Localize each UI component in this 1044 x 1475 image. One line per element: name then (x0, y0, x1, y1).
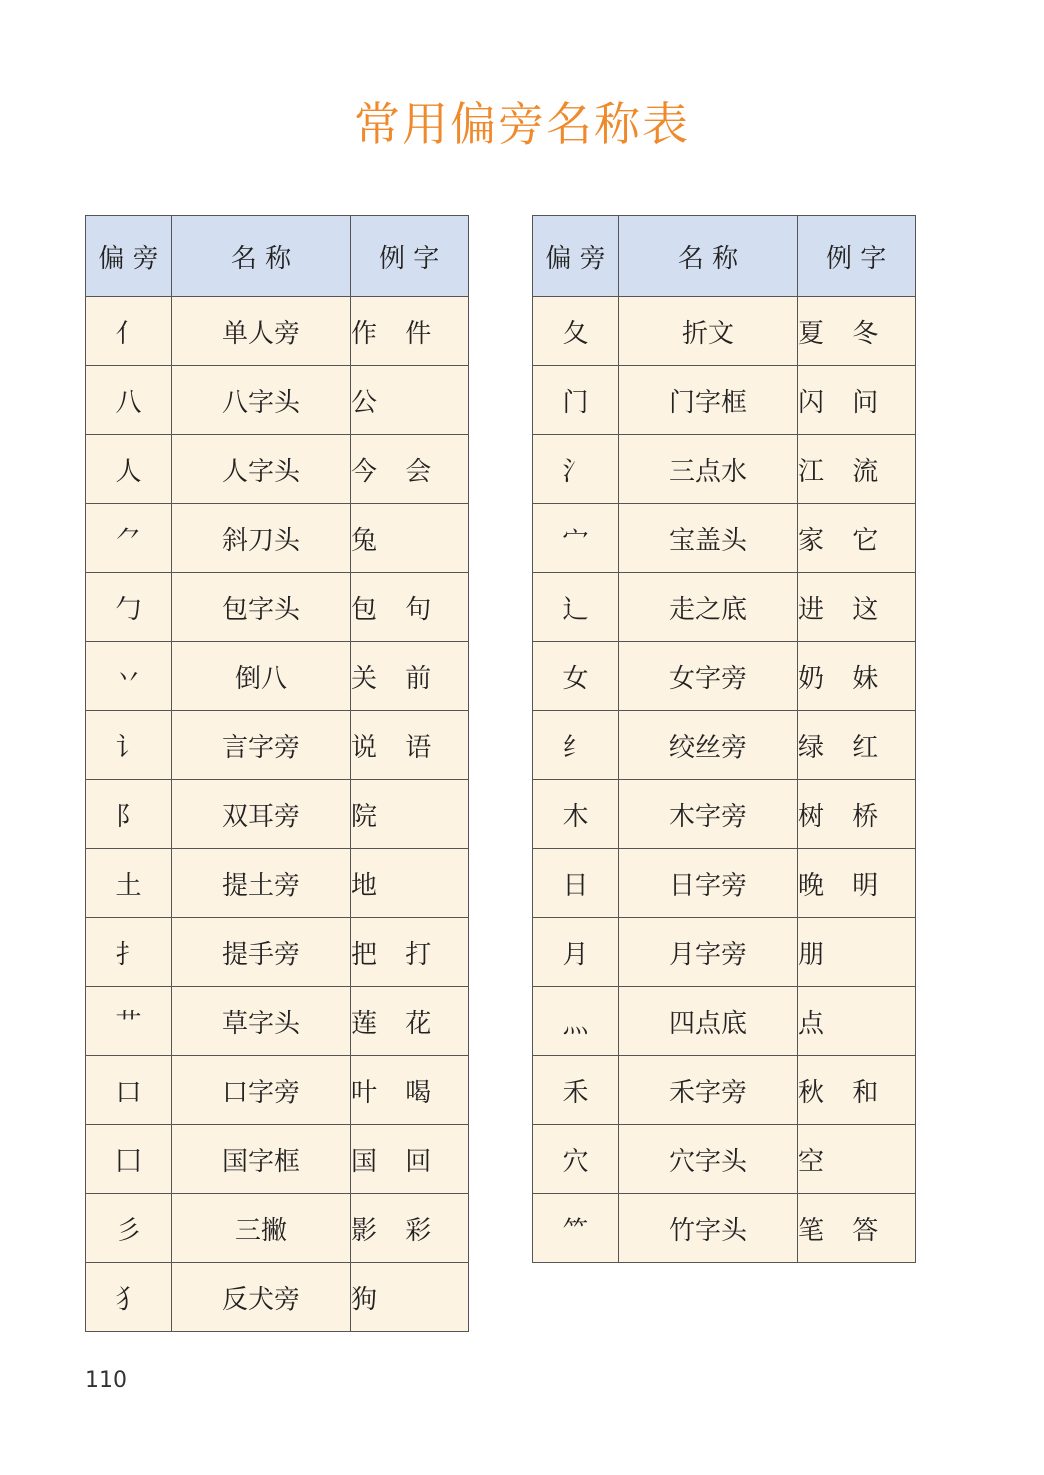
radical-name-cell: 折文 (619, 297, 798, 366)
table-row (86, 1263, 469, 1332)
table-row (86, 780, 469, 849)
table-header-row (533, 216, 916, 297)
table-row (86, 435, 469, 504)
table-row (533, 573, 916, 642)
table-row (86, 987, 469, 1056)
header-radical: 偏 旁 (533, 216, 619, 297)
example-chars-cell: 进 这 (798, 573, 916, 642)
radical-cell: 犭 (86, 1263, 172, 1332)
table-row (86, 573, 469, 642)
table-row (86, 711, 469, 780)
table-row (86, 849, 469, 918)
radical-cell: 辶 (533, 573, 619, 642)
table-row (86, 918, 469, 987)
radical-cell: 口 (86, 1056, 172, 1125)
example-chars-cell: 叶 喝 (351, 1056, 469, 1125)
radical-cell: 日 (533, 849, 619, 918)
table-row (533, 1194, 916, 1263)
header-examples: 例 字 (351, 216, 469, 297)
radical-cell: 彡 (86, 1194, 172, 1263)
radical-name-cell: 口字旁 (172, 1056, 351, 1125)
radical-name-cell: 提土旁 (172, 849, 351, 918)
example-chars-cell: 国 回 (351, 1125, 469, 1194)
radical-name-cell: 提手旁 (172, 918, 351, 987)
radical-cell: 囗 (86, 1125, 172, 1194)
radical-name-cell: 日字旁 (619, 849, 798, 918)
radical-cell: 讠 (86, 711, 172, 780)
table-row (533, 1056, 916, 1125)
table-row (533, 642, 916, 711)
radical-cell: 门 (533, 366, 619, 435)
table-row (533, 435, 916, 504)
header-radical: 偏 旁 (86, 216, 172, 297)
table-row (86, 504, 469, 573)
radical-name-cell: 四点底 (619, 987, 798, 1056)
example-chars-cell: 莲 花 (351, 987, 469, 1056)
table-row (86, 642, 469, 711)
radical-name-cell: 宝盖头 (619, 504, 798, 573)
radical-name-cell: 门字框 (619, 366, 798, 435)
example-chars-cell: 兔 (351, 504, 469, 573)
example-chars-cell: 朋 (798, 918, 916, 987)
table-row (86, 297, 469, 366)
radicals-table-right (532, 215, 916, 1263)
table-row (533, 918, 916, 987)
example-chars-cell: 关 前 (351, 642, 469, 711)
radical-name-cell: 包字头 (172, 573, 351, 642)
radical-name-cell: 月字旁 (619, 918, 798, 987)
example-chars-cell: 说 语 (351, 711, 469, 780)
table-header-row (86, 216, 469, 297)
example-chars-cell: 把 打 (351, 918, 469, 987)
radical-name-cell: 走之底 (619, 573, 798, 642)
radical-cell: 氵 (533, 435, 619, 504)
radical-name-cell: 穴字头 (619, 1125, 798, 1194)
example-chars-cell: 包 句 (351, 573, 469, 642)
example-chars-cell: 奶 妹 (798, 642, 916, 711)
example-chars-cell: 树 桥 (798, 780, 916, 849)
page-title: 常用偏旁名称表 (354, 97, 690, 151)
example-chars-cell: 作 件 (351, 297, 469, 366)
radical-cell: 土 (86, 849, 172, 918)
example-chars-cell: 闪 问 (798, 366, 916, 435)
table-row (86, 1194, 469, 1263)
header-name: 名 称 (172, 216, 351, 297)
radical-cell: 勹 (86, 573, 172, 642)
radical-name-cell: 禾字旁 (619, 1056, 798, 1125)
example-chars-cell: 影 彩 (351, 1194, 469, 1263)
radical-cell: 灬 (533, 987, 619, 1056)
radical-name-cell: 国字框 (172, 1125, 351, 1194)
example-chars-cell: 今 会 (351, 435, 469, 504)
table-body-right (533, 297, 916, 1263)
radical-cell: 艹 (86, 987, 172, 1056)
example-chars-cell: 晚 明 (798, 849, 916, 918)
radical-cell: 穴 (533, 1125, 619, 1194)
radical-cell: 纟 (533, 711, 619, 780)
radical-name-cell: 八字头 (172, 366, 351, 435)
radical-cell: 丷 (86, 642, 172, 711)
table-row (533, 987, 916, 1056)
radical-cell: ⺮ (533, 1194, 619, 1263)
table-row (86, 366, 469, 435)
page-number: 110 (85, 1368, 127, 1393)
table-row (533, 1125, 916, 1194)
table-row (86, 1125, 469, 1194)
radical-name-cell: 三点水 (619, 435, 798, 504)
radical-name-cell: 倒八 (172, 642, 351, 711)
radical-name-cell: 单人旁 (172, 297, 351, 366)
radical-name-cell: 反犬旁 (172, 1263, 351, 1332)
radical-name-cell: 竹字头 (619, 1194, 798, 1263)
example-chars-cell: 点 (798, 987, 916, 1056)
radical-name-cell: 三撇 (172, 1194, 351, 1263)
table-row (533, 297, 916, 366)
radical-name-cell: 草字头 (172, 987, 351, 1056)
table-row (86, 1056, 469, 1125)
example-chars-cell: 秋 和 (798, 1056, 916, 1125)
radical-name-cell: 木字旁 (619, 780, 798, 849)
radical-name-cell: 斜刀头 (172, 504, 351, 573)
radical-name-cell: 绞丝旁 (619, 711, 798, 780)
radical-cell: 人 (86, 435, 172, 504)
radical-cell: 宀 (533, 504, 619, 573)
radical-cell: 月 (533, 918, 619, 987)
radical-name-cell: 言字旁 (172, 711, 351, 780)
radical-name-cell: 女字旁 (619, 642, 798, 711)
radical-name-cell: 人字头 (172, 435, 351, 504)
table-row (533, 504, 916, 573)
example-chars-cell: 地 (351, 849, 469, 918)
radical-name-cell: 双耳旁 (172, 780, 351, 849)
header-name: 名 称 (619, 216, 798, 297)
table-row (533, 366, 916, 435)
example-chars-cell: 空 (798, 1125, 916, 1194)
example-chars-cell: 家 它 (798, 504, 916, 573)
radical-cell: 亻 (86, 297, 172, 366)
example-chars-cell: 公 (351, 366, 469, 435)
radical-cell: 禾 (533, 1056, 619, 1125)
radicals-table-left (85, 215, 469, 1332)
table-row (533, 780, 916, 849)
example-chars-cell: 夏 冬 (798, 297, 916, 366)
radical-cell: 女 (533, 642, 619, 711)
radical-cell: 八 (86, 366, 172, 435)
table-row (533, 711, 916, 780)
example-chars-cell: 狗 (351, 1263, 469, 1332)
radical-cell: 扌 (86, 918, 172, 987)
radical-cell: 木 (533, 780, 619, 849)
table-body-left (86, 297, 469, 1332)
example-chars-cell: 江 流 (798, 435, 916, 504)
table-row (533, 849, 916, 918)
header-examples: 例 字 (798, 216, 916, 297)
example-chars-cell: 笔 答 (798, 1194, 916, 1263)
radical-cell: 夂 (533, 297, 619, 366)
example-chars-cell: 院 (351, 780, 469, 849)
radical-cell: ⺈ (86, 504, 172, 573)
radical-cell: 阝 (86, 780, 172, 849)
example-chars-cell: 绿 红 (798, 711, 916, 780)
